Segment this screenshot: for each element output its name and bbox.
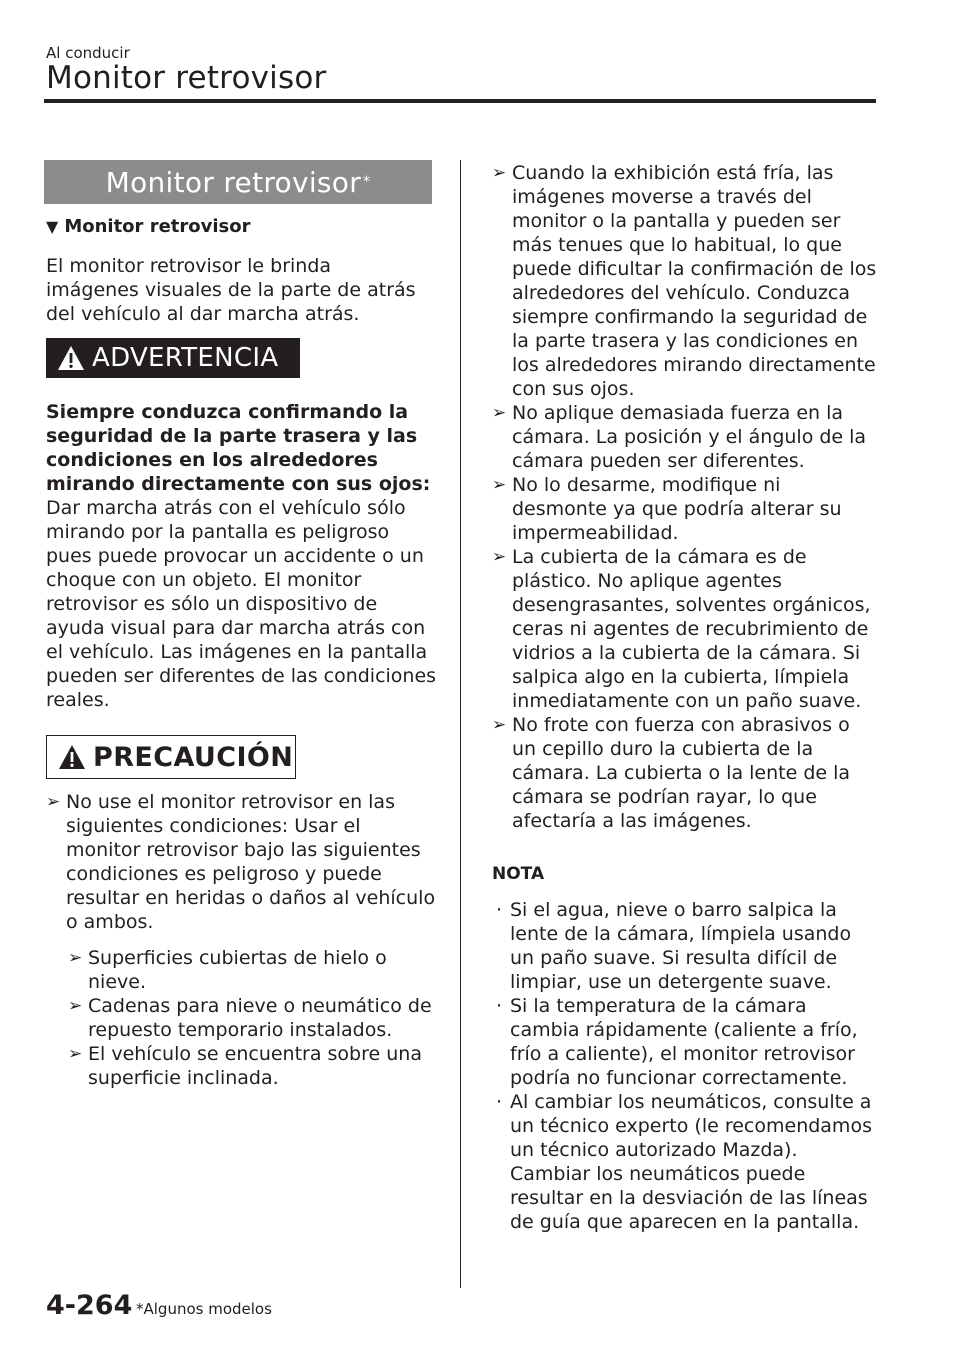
dot-bullet-icon: · [496, 899, 503, 921]
warning-triangle-icon [56, 344, 86, 372]
caution-list-right [492, 161, 878, 833]
list-item [492, 401, 878, 473]
page-number: 4-264 [46, 1290, 133, 1321]
caution-list-left [46, 790, 438, 1090]
list-item [46, 790, 438, 934]
caution-right-item: No aplique demasiada fuerza en la cámara. La posición y el ángulo de la cámara pueden ser diferentes. [512, 402, 867, 472]
list-item [492, 473, 878, 545]
list-item [68, 946, 438, 994]
header-title: Monitor retrovisor [46, 60, 327, 96]
caution-sub-item: Cadenas para nieve o neumático de repuesto temporario instalados. [88, 995, 432, 1041]
caution-right-item: No frote con fuerza con abrasivos o un cepillo duro la cubierta de la cámara. La cubierta o la lente de la cámara se podrían rayar, lo que afectaría a las imágenes. [512, 714, 851, 832]
note-item: Si la temperatura de la cámara cambia rápidamente (caliente a frío, frío a caliente), el monitor retrovisor podría no funcionar correctamente. [510, 995, 858, 1089]
caution-right-item: No lo desarme, modifique ni desmonte ya que podría alterar su impermeabilidad. [512, 474, 842, 544]
dot-bullet-icon: · [496, 995, 503, 1017]
warning-label-box [46, 338, 300, 378]
column-divider [460, 160, 461, 1288]
arrow-bullet-icon: ➢ [46, 792, 61, 812]
list-item [492, 994, 878, 1090]
arrow-bullet-icon: ➢ [492, 475, 507, 495]
intro-paragraph: El monitor retrovisor le brinda imágenes visuales de la parte de atrás del vehículo al dar marcha atrás. [46, 255, 416, 325]
caution-right-item: La cubierta de la cámara es de plástico. No aplique agentes desengrasantes, solventes orgánicos, ceras ni agentes de recubrimiento de vidrios a la cubierta de la cámara. Si salpica algo en la cubierta, límpiela inmediatamente con un paño suave. [512, 546, 871, 712]
note-item: Si el agua, nieve o barro salpica la lente de la cámara, límpiela usando un paño suave. Si resulta difícil de limpiar, use un detergente suave. [510, 899, 852, 993]
caution-main-item: No use el monitor retrovisor en las siguientes condiciones: Usar el monitor retrovisor bajo las siguientes condiciones es peligroso y puede resultar en heridas o daños al vehículo o ambos. [66, 791, 436, 933]
arrow-bullet-icon: ➢ [492, 547, 507, 567]
list-item [492, 545, 878, 713]
footnote: *Algunos modelos [136, 1300, 272, 1318]
note-list [492, 898, 878, 1234]
arrow-bullet-icon: ➢ [492, 403, 507, 423]
warning-text: Dar marcha atrás con el vehículo sólo mirando por la pantalla es peligroso pues puede provocar un accidente o un choque con un objeto. El monitor retrovisor es sólo un dispositivo de ayuda visual para dar marcha atrás con el vehículo. Las imágenes en la pantalla pueden ser diferentes de las condiciones reales. [46, 497, 437, 711]
header-section: Al conducir [46, 44, 130, 62]
arrow-bullet-icon: ➢ [68, 996, 83, 1016]
dot-bullet-icon: · [496, 1091, 503, 1113]
arrow-bullet-icon: ➢ [68, 948, 83, 968]
note-item: Al cambiar los neumáticos, consulte a un técnico experto (le recomendamos un técnico autorizado Mazda). Cambiar los neumáticos puede resultar en la desviación de las líneas de guía que aparecen en la pantalla. [510, 1091, 872, 1233]
subsection-heading [46, 216, 250, 237]
arrow-bullet-icon: ➢ [492, 715, 507, 735]
caution-triangle-icon [57, 743, 87, 771]
caution-sub-item: El vehículo se encuentra sobre una superficie inclinada. [88, 1043, 422, 1089]
note-label: NOTA [492, 864, 545, 884]
list-item [492, 161, 878, 401]
warning-body [46, 400, 438, 712]
section-banner [44, 160, 432, 204]
header-rule [44, 99, 876, 103]
list-item [68, 1042, 438, 1090]
arrow-bullet-icon: ➢ [492, 163, 507, 183]
subsection-heading-text: Monitor retrovisor [64, 216, 251, 237]
section-banner-title: Monitor retrovisor [105, 165, 362, 199]
warning-bold-text: Siempre conduzca confirmando la seguridad de la parte trasera y las condiciones en los alrededores mirando directamente con sus ojos: [46, 401, 431, 495]
caution-label-box [46, 735, 296, 779]
caution-label: PRECAUCIÓN [93, 741, 294, 773]
caution-right-item: Cuando la exhibición está fría, las imágenes moverse a través del monitor o la pantalla y pueden ser más tenues que lo habitual, lo que puede dificultar la confirmación de los alrededores del vehículo. Conduzca siempre confirmando la seguridad de la parte trasera y las condiciones en los alrededores mirando directamente con sus ojos. [512, 162, 877, 400]
list-item [492, 1090, 878, 1234]
asterisk-mark: * [363, 174, 371, 190]
triangle-down-icon: ▼ [46, 217, 59, 236]
warning-label: ADVERTENCIA [92, 343, 279, 373]
caution-sub-item: Superficies cubiertas de hielo o nieve. [88, 947, 387, 993]
list-item [492, 898, 878, 994]
arrow-bullet-icon: ➢ [68, 1044, 83, 1064]
list-item [492, 713, 878, 833]
list-item [68, 994, 438, 1042]
